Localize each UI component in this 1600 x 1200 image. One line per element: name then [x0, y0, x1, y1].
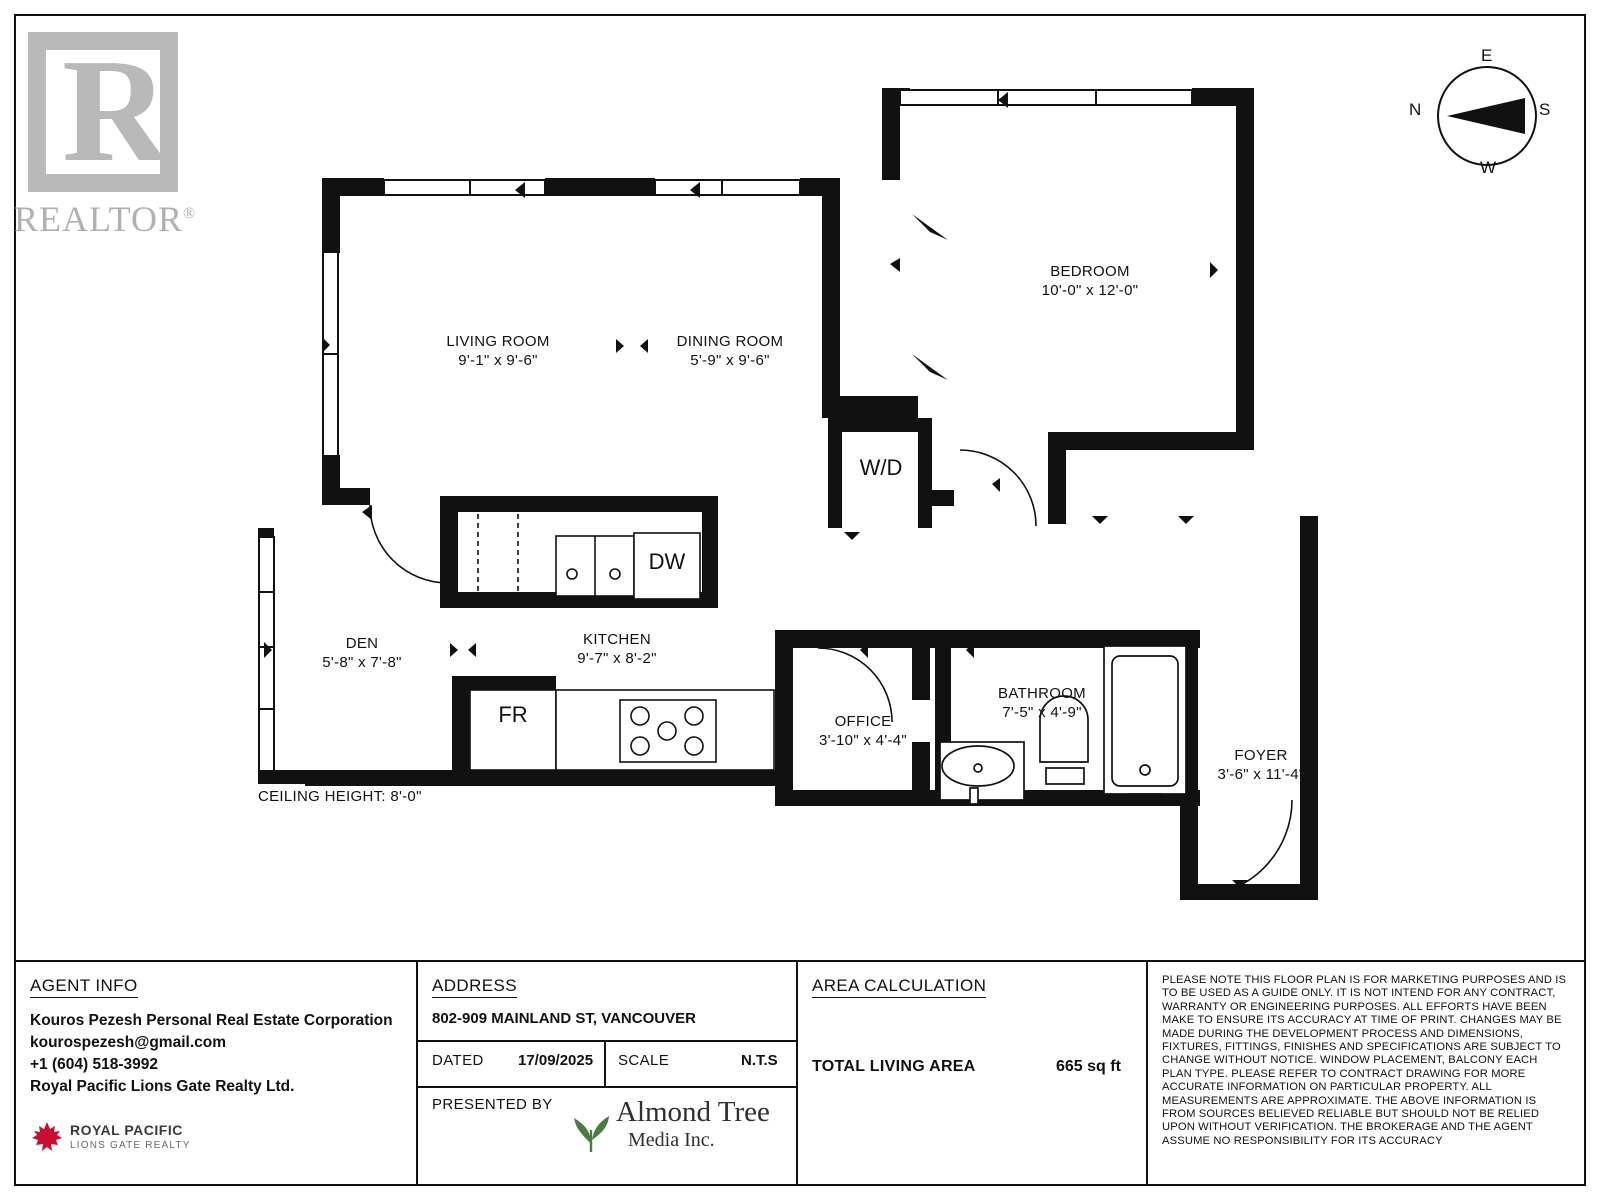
- room-label-bedroom: [995, 262, 1185, 300]
- scale-value: N.T.S: [741, 1052, 778, 1069]
- room-name: BEDROOM: [1050, 263, 1130, 280]
- room-label-foyer: [1170, 746, 1352, 784]
- room-label-den: [282, 634, 442, 672]
- fixture-label-fridge: FR: [498, 702, 528, 727]
- agent-info-cell: [16, 962, 416, 1186]
- room-dimensions: 5'-8" x 7'-8": [322, 654, 402, 671]
- agent-email[interactable]: kourospezesh@gmail.com: [30, 1034, 226, 1051]
- compass-label-west: W: [1480, 158, 1497, 177]
- room-label-dining-room: [640, 332, 820, 370]
- agent-details: [30, 1010, 416, 1098]
- realtor-wordmark-text: REALTOR: [14, 199, 184, 239]
- maple-leaf-icon: [30, 1120, 64, 1154]
- address-cell: [416, 962, 796, 1186]
- room-dimensions: 9'-7" x 8'-2": [577, 650, 657, 667]
- room-name: KITCHEN: [583, 631, 651, 648]
- compass-label-east: E: [1481, 46, 1493, 65]
- leaf-sprout-icon: [570, 1100, 612, 1152]
- area-calculation-cell: [796, 962, 1146, 1186]
- room-dimensions: 3'-6" x 11'-4": [1217, 766, 1305, 783]
- agent-info-header-text: AGENT INFO: [30, 976, 138, 998]
- compass-label-north: N: [1409, 100, 1422, 119]
- address-header: [432, 976, 796, 998]
- room-label-bathroom: [955, 684, 1129, 722]
- room-dimensions: 5'-9" x 9'-6": [690, 352, 770, 369]
- fixture-label-washer-dryer: W/D: [859, 455, 903, 480]
- area-header: [812, 976, 1146, 998]
- almond-tree-logo: [568, 1092, 808, 1162]
- fixture-label-dishwasher: DW: [648, 549, 686, 574]
- info-bar: [16, 960, 1584, 1184]
- room-label-office: [780, 712, 946, 750]
- royal-pacific-tagline: LIONS GATE REALTY: [70, 1140, 191, 1151]
- agent-info-header: [30, 976, 416, 998]
- dated-label: DATED: [432, 1052, 484, 1069]
- address-header-text: ADDRESS: [432, 976, 517, 998]
- scale-label: SCALE: [618, 1052, 670, 1069]
- royal-pacific-logo: [30, 1112, 250, 1172]
- room-name: OFFICE: [834, 713, 892, 730]
- address-divider: [418, 1040, 798, 1042]
- realtor-logo-letter: R: [62, 29, 169, 193]
- agent-name: Kouros Pezesh Personal Real Estate Corporation: [30, 1012, 393, 1029]
- address-value: 802-909 MAINLAND ST, VANCOUVER: [432, 1010, 696, 1027]
- room-name: LIVING ROOM: [446, 333, 550, 350]
- realtor-registered-icon: ®: [183, 205, 197, 222]
- dated-divider: [418, 1086, 798, 1088]
- room-dimensions: 3'-10" x 4'-4": [818, 732, 908, 749]
- presenter-name-line2: Media Inc.: [628, 1129, 715, 1151]
- total-living-area-value: 665 sq ft: [1056, 1058, 1121, 1075]
- presenter-name-line1: Almond Tree: [616, 1096, 770, 1128]
- room-name: DINING ROOM: [676, 333, 784, 350]
- room-name: DEN: [345, 635, 379, 652]
- presented-by-label: PRESENTED BY: [432, 1096, 553, 1113]
- disclaimer-cell: [1146, 962, 1584, 1186]
- compass-label-south: S: [1539, 100, 1551, 119]
- room-dimensions: 10'-0" x 12'-0": [1041, 282, 1139, 299]
- agent-brokerage: Royal Pacific Lions Gate Realty Ltd.: [30, 1078, 295, 1095]
- total-living-area-label: TOTAL LIVING AREA: [812, 1058, 976, 1075]
- royal-pacific-name: ROYAL PACIFIC: [70, 1122, 183, 1138]
- room-label-living-room: [408, 332, 588, 370]
- room-dimensions: 7'-5" x 4'-9": [1002, 704, 1082, 721]
- scale-divider: [604, 1040, 606, 1086]
- agent-phone[interactable]: +1 (604) 518-3992: [30, 1056, 158, 1073]
- area-header-text: AREA CALCULATION: [812, 976, 986, 998]
- room-name: BATHROOM: [998, 685, 1086, 702]
- room-dimensions: 9'-1" x 9'-6": [458, 352, 538, 369]
- disclaimer-text: PLEASE NOTE THIS FLOOR PLAN IS FOR MARKETING PURPOSES AND IS TO BE USED AS A GUIDE ONLY. IT IS NOT INTEND FOR ANY CONTRACT, WARRANTY OR ENGINEERING PURPOSES. ALL EFFORTS HAVE BEEN MAKE TO ENSURE ITS ACCURACY AT TIME OF PRINT. CHANGES MAY BE MADE DURING THE DEVELOPMENT PROCESS AND DIMENSIONS, FIXTURES, FITTINGS, FINISHES AND SPECIFICATIONS ARE SUBJECT TO CHANGE WITHOUT NOTICE. WINDOW PLACEMENT, BALCONY EACH PLAN TYPE. PLEASE REFER TO CONTRACT DRAWING FOR MORE ACCURATE INFORMATION ON PARTICULAR PROPERTY. ALL MEASUREMENTS ARE APPROXIMATE. THE ABOVE INFORMATION IS FROM SOURCES BELIEVED RELIABLE BUT SHOULD NOT BE RELIED UPON WITHOUT VERIFICATION. THE BROKERAGE AND THE AGENT ASSUME NO RESPONSIBILITY FOR ITS ACCURACY: [1162, 974, 1567, 1147]
- ceiling-height-note: CEILING HEIGHT: 8'-0": [258, 788, 422, 805]
- room-name: FOYER: [1234, 747, 1288, 764]
- dated-value: 17/09/2025: [518, 1052, 594, 1069]
- room-label-kitchen: [527, 630, 707, 668]
